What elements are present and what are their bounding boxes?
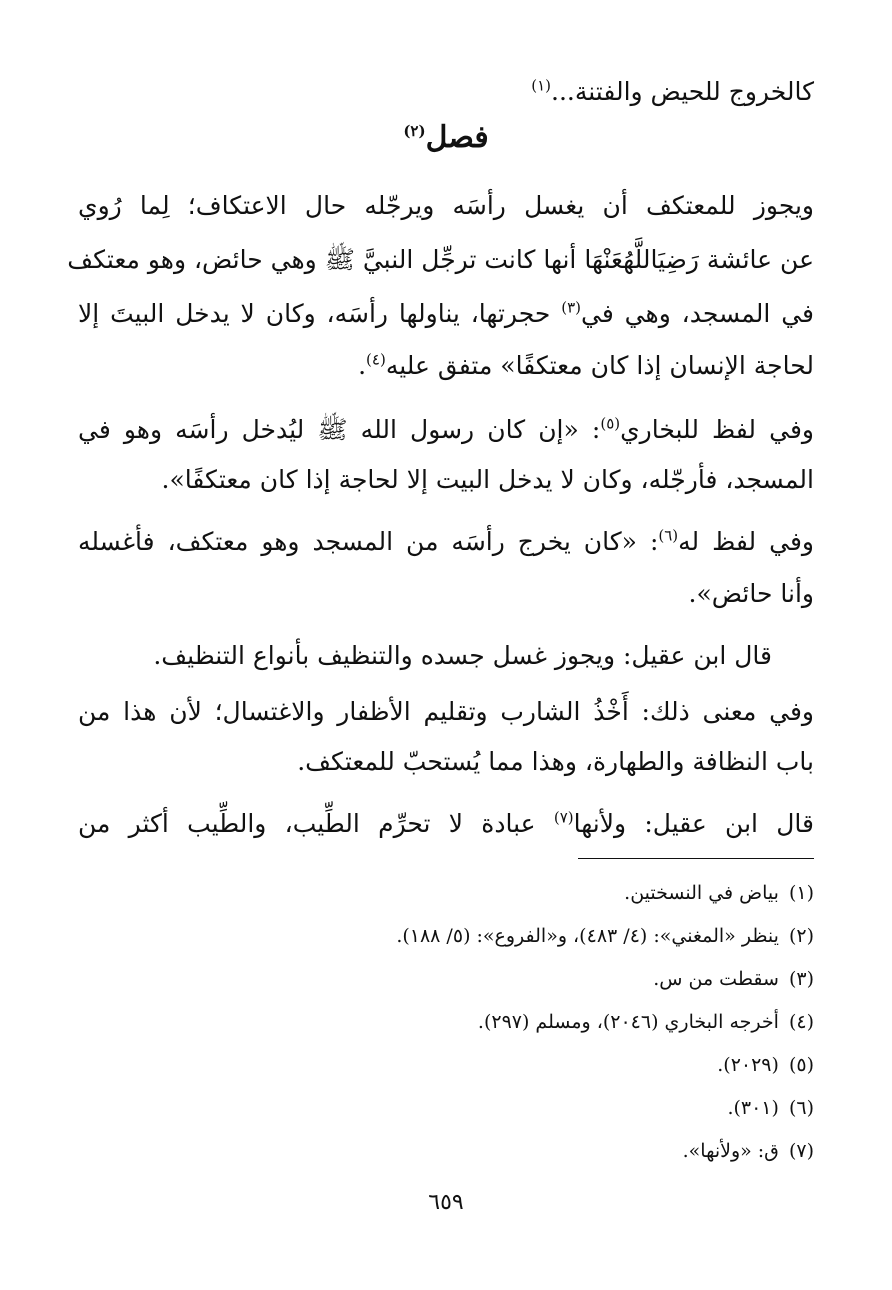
footnote	[78, 1093, 814, 1123]
footnote-ref[interactable]: (١)	[531, 76, 551, 95]
text-run: : «إن كان رسول الله ﷺ ليُدخل رأسَه وهو في	[78, 415, 601, 444]
text-line	[78, 410, 814, 450]
text-line: ويجوز للمعتكف أن يغسل رأسَه ويرجّله حال الاعتكاف؛ لِما رُوي	[78, 191, 814, 220]
footnote-text: (٣٠١).	[727, 1097, 779, 1119]
text-line: المسجد، فأرجّله، وكان لا يدخل البيت إلا لحاجة إذا كان معتكفًا».	[161, 465, 814, 494]
page-number: ٦٥٩	[428, 1190, 464, 1215]
footnote	[78, 1050, 814, 1080]
text-run: : «كان يخرج رأسَه من المسجد وهو معتكف، فأغسله	[78, 527, 659, 556]
footnote-text: ق: «ولأنها».	[682, 1140, 779, 1162]
footnote-text: سقطت من س.	[653, 968, 779, 990]
footnote	[78, 921, 814, 951]
text-run: في المسجد، وهي في	[580, 299, 814, 328]
footnote-ref[interactable]: (٧)	[553, 808, 574, 827]
footnote	[78, 878, 814, 908]
text-line: لحاجة الإنسان إذا كان معتكفًا» متفق عليه$^{(٤)}$.	[358, 350, 814, 380]
text-line	[78, 522, 814, 562]
text-run: وفي لفظ للبخاري	[620, 415, 814, 444]
text-run: حجرتها، يناولها رأسَه، وكان لا يدخل البيتَ إلا	[78, 299, 551, 328]
text-line	[78, 294, 814, 334]
text-run: قال ابن عقيل: ولأنها	[573, 809, 814, 838]
heading-text: فصل	[425, 120, 489, 155]
footnote	[78, 1007, 814, 1037]
text-line: باب النظافة والطهارة، وهذا مما يُستحبّ للمعتكف.	[297, 747, 814, 776]
text-line: قال ابن عقيل: ويجوز غسل جسده والتنظيف بأنواع التنظيف.	[153, 641, 772, 670]
text-run: عبادة لا تحرِّم الطِّيب، والطِّيب أكثر من	[78, 809, 536, 838]
footnote-ref[interactable]: (٦)	[658, 526, 679, 545]
footnote-number: (٤)	[788, 1011, 814, 1033]
text-line	[78, 72, 814, 112]
footnote-text: (٢٠٢٩).	[717, 1054, 779, 1076]
footnote-text: أخرجه البخاري (٢٠٤٦)، ومسلم (٢٩٧).	[477, 1011, 779, 1033]
text-run: وفي لفظ له	[678, 527, 814, 556]
footnote-number: (١)	[788, 882, 814, 904]
footnote-number: (٧)	[788, 1140, 814, 1162]
text-line: وأنا حائض».	[688, 579, 814, 608]
footnote-number: (٥)	[788, 1054, 814, 1076]
text-run: كالخروج للحيض والفتنة...	[551, 77, 814, 106]
text-run: لحاجة الإنسان إذا كان معتكفًا» متفق عليه	[385, 351, 814, 380]
footnote-number: (٦)	[788, 1097, 814, 1119]
footnote	[78, 1136, 814, 1166]
footnote-text: ينظر «المغني»: (٤/ ٤٨٣)، و«الفروع»: (٥/ ١٨٨).	[396, 925, 779, 947]
footnote-separator	[578, 858, 814, 859]
footnote-ref[interactable]: (٣)	[561, 298, 581, 317]
footnote-ref[interactable]: (٥)	[600, 414, 621, 433]
footnote-number: (٣)	[788, 968, 814, 990]
footnote-ref[interactable]: (٤)	[366, 350, 386, 369]
footnote-ref[interactable]: (٢)	[403, 122, 426, 140]
footnote	[78, 964, 814, 994]
footnote-number: (٢)	[788, 925, 814, 947]
text-line: وفي معنى ذلك: أَخْذُ الشارب وتقليم الأظفار والاغتسال؛ لأن هذا من	[78, 697, 814, 726]
section-heading	[0, 118, 892, 158]
text-line	[78, 804, 814, 844]
footnote-text: بياض في النسختين.	[624, 882, 779, 904]
text-line: عن عائشة رَضِيَاللَّهُعَنْهَا أنها كانت ترجِّل النبيَّ ﷺ وهي حائض، وهو معتكف	[67, 245, 814, 274]
